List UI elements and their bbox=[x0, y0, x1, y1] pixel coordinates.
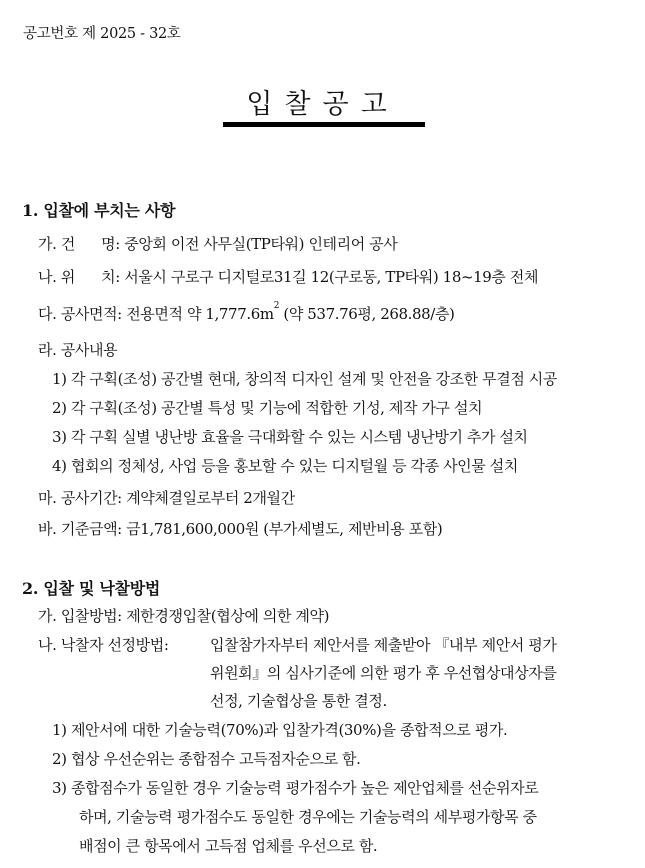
location-label: 나. 위 치: bbox=[38, 268, 120, 286]
notice-number: 공고번호 제 2025 - 32호 bbox=[23, 26, 181, 42]
selection-method-line: 입찰참가자부터 제안서를 제출받아 『내부 제안서 평가 bbox=[210, 636, 557, 654]
area-value-main: 전용면적 약 1,777.6m bbox=[126, 305, 274, 323]
period-row bbox=[38, 487, 295, 508]
bid-method-label: 가. 입찰방법: bbox=[38, 607, 122, 625]
criteria-continuation: 하며, 기술능력 평가점수도 동일한 경우에는 기술능력의 세부평가항목 중 bbox=[79, 808, 537, 826]
section-2-heading: 2. 입찰 및 낙찰방법 bbox=[22, 579, 161, 598]
area-value bbox=[126, 301, 455, 323]
scope-item: 4) 협회의 정체성, 사업 등을 홍보할 수 있는 디지털월 등 각종 사인물 설치 bbox=[52, 457, 518, 475]
section-1-heading: 1. 입찰에 부치는 사항 bbox=[22, 201, 176, 220]
scope-item: 2) 각 구획(조성) 공간별 특성 및 기능에 적합한 기성, 제작 가구 설치 bbox=[52, 399, 483, 417]
scope-item: 1) 각 구획(조성) 공간별 현대, 창의적 디자인 설계 및 안전을 강조한 무결점 시공 bbox=[52, 370, 557, 388]
project-name-row bbox=[38, 233, 397, 254]
selection-method-line: 위원회』의 심사기준에 의한 평가 후 우선협상대상자를 bbox=[210, 664, 557, 682]
title-underline bbox=[223, 122, 425, 127]
price-value: 금1,781,600,000원 (부가세별도, 제반비용 포함) bbox=[126, 520, 443, 538]
project-name-label: 가. 건 명: bbox=[38, 235, 120, 253]
scope-label: 라. 공사내용 bbox=[38, 341, 118, 359]
page-title: 입찰공고 bbox=[246, 89, 399, 120]
location-row bbox=[38, 266, 538, 287]
scope-item: 3) 각 구획 실별 냉난방 효율을 극대화할 수 있는 시스템 냉난방기 추가 설치 bbox=[52, 428, 528, 446]
period-label: 마. 공사기간: bbox=[38, 489, 122, 507]
location-value: 서울시 구로구 디지털로31길 12(구로동, TP타워) 18~19층 전체 bbox=[124, 268, 539, 286]
price-row bbox=[38, 518, 442, 539]
area-row bbox=[38, 303, 455, 324]
bid-method-row bbox=[38, 605, 329, 626]
selection-method-label: 나. 낙찰자 선정방법: bbox=[38, 636, 169, 654]
bid-method-value: 제한경쟁입찰(협상에 의한 계약) bbox=[126, 607, 330, 625]
area-unit-superscript: 2 bbox=[273, 301, 280, 311]
project-name-value: 중앙회 이전 사무실(TP타워) 인테리어 공사 bbox=[124, 235, 398, 253]
area-value-detail: (약 537.76평, 268.88/층) bbox=[279, 305, 455, 323]
period-value: 계약체결일로부터 2개월간 bbox=[126, 489, 295, 507]
price-label: 바. 기준금액: bbox=[38, 520, 122, 538]
criteria-item: 2) 협상 우선순위는 종합점수 고득점자순으로 함. bbox=[52, 750, 361, 768]
selection-method-line: 선정, 기술협상을 통한 결정. bbox=[210, 692, 387, 710]
criteria-item: 3) 종합점수가 동일한 경우 기술능력 평가점수가 높은 제안업체를 선순위자로 bbox=[52, 779, 539, 797]
criteria-item: 1) 제안서에 대한 기술능력(70%)과 입찰가격(30%)을 종합적으로 평가. bbox=[52, 721, 508, 739]
area-label: 다. 공사면적: bbox=[38, 305, 122, 323]
criteria-continuation: 배점이 큰 항목에서 고득점 업체를 우선으로 함. bbox=[79, 837, 378, 855]
